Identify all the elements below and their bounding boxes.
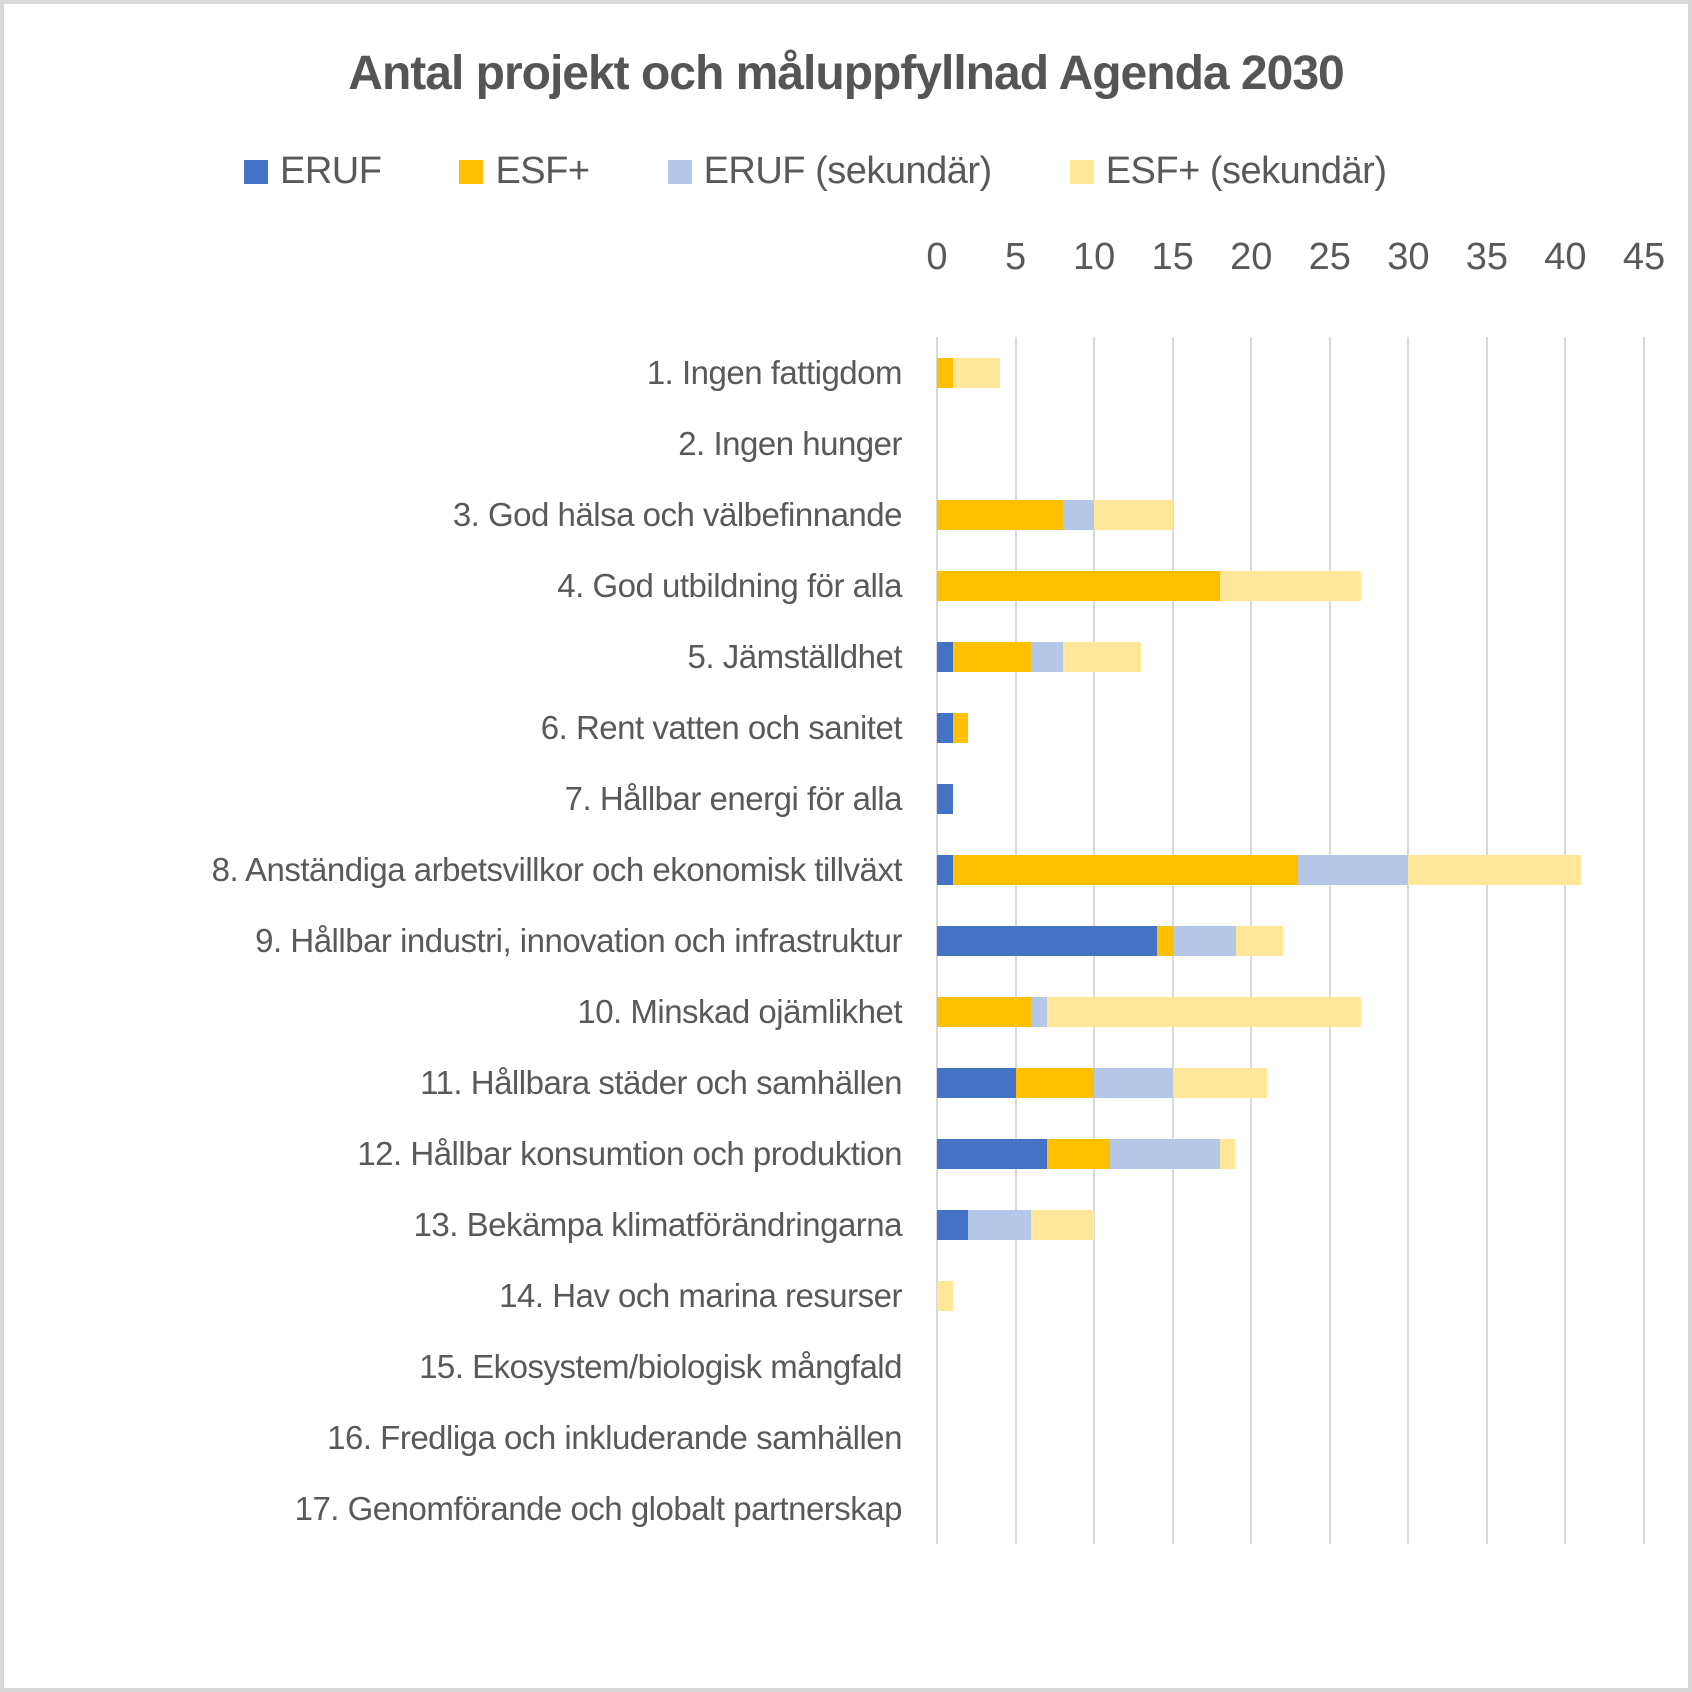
legend-swatch-icon — [1070, 160, 1094, 184]
category-label: 7. Hållbar energi för alla — [564, 779, 902, 817]
legend — [244, 150, 1387, 193]
category-label: 12. Hållbar konsumtion och produktion — [357, 1134, 902, 1172]
chart-row — [937, 1189, 1644, 1260]
category-label: 10. Minskad ojämlikhet — [577, 992, 902, 1030]
legend-label: ERUF (sekundär) — [703, 150, 992, 192]
chart-title: Antal projekt och måluppfyllnad Agenda 2030 — [348, 47, 1344, 100]
chart-row — [937, 621, 1644, 692]
bar-segment-esf — [1047, 1139, 1110, 1169]
stacked-bar — [937, 855, 1581, 885]
category-axis — [34, 337, 902, 1544]
legend-swatch-icon — [459, 160, 483, 184]
bar-segment-esf-sekund-r — [937, 1281, 953, 1311]
stacked-bar — [937, 926, 1283, 956]
bar-segment-esf — [937, 571, 1220, 601]
chart-row — [937, 1331, 1644, 1402]
category-label: 14. Hav och marina resurser — [499, 1276, 902, 1314]
bar-segment-eruf — [937, 855, 953, 885]
category-label: 2. Ingen hunger — [678, 424, 902, 462]
bar-segment-esf-sekund-r — [1031, 1210, 1094, 1240]
plot-area — [937, 337, 1644, 1544]
stacked-bar — [937, 500, 1173, 530]
stacked-bar — [937, 1210, 1094, 1240]
category-label: 16. Fredliga och inkluderande samhällen — [327, 1418, 902, 1456]
bar-segment-esf — [953, 713, 969, 743]
axis-tick-label: 5 — [1004, 236, 1027, 278]
chart-row — [937, 692, 1644, 763]
bar-segment-eruf — [937, 1068, 1016, 1098]
stacked-bar — [937, 997, 1361, 1027]
axis-tick-label: 25 — [1308, 236, 1351, 278]
bar-segment-esf — [953, 855, 1299, 885]
bar-segment-esf — [937, 997, 1031, 1027]
axis-tick-label: 35 — [1465, 236, 1509, 278]
bar-segment-esf-sekund-r — [1236, 926, 1283, 956]
bar-segment-eruf-sekund-r — [1031, 642, 1062, 672]
legend-item-esf — [459, 150, 589, 193]
chart-row — [937, 479, 1644, 550]
axis-tick-label: 30 — [1387, 236, 1430, 278]
chart-row — [937, 1047, 1644, 1118]
axis-tick-label: 10 — [1072, 236, 1116, 278]
bar-segment-eruf — [937, 1210, 968, 1240]
stacked-bar — [937, 713, 968, 743]
bar-segment-eruf-sekund-r — [1031, 997, 1047, 1027]
chart-row — [937, 1118, 1644, 1189]
chart-row — [937, 337, 1644, 408]
bar-segment-eruf — [937, 1139, 1047, 1169]
legend-label: ERUF — [280, 150, 382, 192]
axis-tick-label: 40 — [1544, 236, 1587, 278]
bar-segment-eruf-sekund-r — [1298, 855, 1408, 885]
category-label: 9. Hållbar industri, innovation och infrastruktur — [255, 921, 902, 959]
axis-tick-label: 0 — [926, 236, 948, 278]
bar-segment-esf — [1157, 926, 1173, 956]
bar-segment-esf-sekund-r — [1220, 571, 1361, 601]
axis-tick-label: 15 — [1151, 236, 1194, 278]
category-label: 3. God hälsa och välbefinnande — [452, 495, 902, 533]
stacked-bar — [937, 358, 1000, 388]
bar-segment-esf — [1016, 1068, 1095, 1098]
chart-row — [937, 408, 1644, 479]
bar-segment-esf-sekund-r — [1094, 500, 1173, 530]
bar-segment-esf-sekund-r — [1408, 855, 1581, 885]
bar-segment-esf-sekund-r — [953, 358, 1000, 388]
category-label: 17. Genomförande och globalt partnerskap — [294, 1489, 902, 1527]
legend-label: ESF+ — [495, 150, 590, 192]
chart-row — [937, 550, 1644, 621]
category-label: 8. Anständiga arbetsvillkor och ekonomisk tillväxt — [211, 850, 902, 888]
bar-segment-esf-sekund-r — [1063, 642, 1142, 672]
bar-segment-eruf-sekund-r — [1173, 926, 1236, 956]
legend-label: ESF+ (sekundär) — [1105, 150, 1387, 192]
axis-tick-label: 45 — [1622, 236, 1666, 278]
legend-item-eruf-sekund-r — [668, 150, 992, 193]
chart-row — [937, 763, 1644, 834]
stacked-bar — [937, 1281, 953, 1311]
legend-swatch-icon — [244, 160, 268, 184]
bar-segment-eruf-sekund-r — [1094, 1068, 1173, 1098]
category-label: 15. Ekosystem/biologisk mångfald — [419, 1347, 902, 1385]
legend-swatch-icon — [668, 160, 692, 184]
chart-row — [937, 834, 1644, 905]
bar-segment-esf-sekund-r — [1220, 1139, 1236, 1169]
bar-segment-esf — [937, 500, 1063, 530]
chart-row — [937, 1473, 1644, 1544]
stacked-bar — [937, 1068, 1267, 1098]
chart-row — [937, 1260, 1644, 1331]
bar-segment-eruf — [937, 784, 953, 814]
legend-item-esf-sekund-r — [1070, 150, 1387, 193]
category-label: 4. God utbildning för alla — [557, 566, 902, 604]
legend-item-eruf — [244, 150, 381, 193]
stacked-bar — [937, 571, 1361, 601]
bar-segment-esf — [937, 358, 953, 388]
chart-row — [937, 976, 1644, 1047]
category-label: 6. Rent vatten och sanitet — [540, 708, 902, 746]
axis-tick-label: 20 — [1230, 236, 1273, 278]
stacked-bar — [937, 1139, 1235, 1169]
chart-row — [937, 905, 1644, 976]
category-label: 11. Hållbara städer och samhällen — [420, 1063, 902, 1101]
chart-row — [937, 1402, 1644, 1473]
stacked-bar — [937, 642, 1141, 672]
bar-segment-esf — [953, 642, 1032, 672]
bar-segment-eruf — [937, 926, 1157, 956]
category-label: 1. Ingen fattigdom — [646, 353, 902, 391]
category-label: 5. Jämställdhet — [687, 637, 902, 675]
bar-segment-esf-sekund-r — [1173, 1068, 1267, 1098]
stacked-bar — [937, 784, 953, 814]
x-axis-ticks — [4, 236, 1688, 282]
bar-segment-eruf — [937, 642, 953, 672]
bar-segment-eruf-sekund-r — [1063, 500, 1094, 530]
bar-segment-eruf-sekund-r — [1110, 1139, 1220, 1169]
bar-segment-esf-sekund-r — [1047, 997, 1361, 1027]
category-label: 13. Bekämpa klimatförändringarna — [413, 1205, 902, 1243]
bar-segment-eruf-sekund-r — [968, 1210, 1031, 1240]
bar-segment-eruf — [937, 713, 953, 743]
